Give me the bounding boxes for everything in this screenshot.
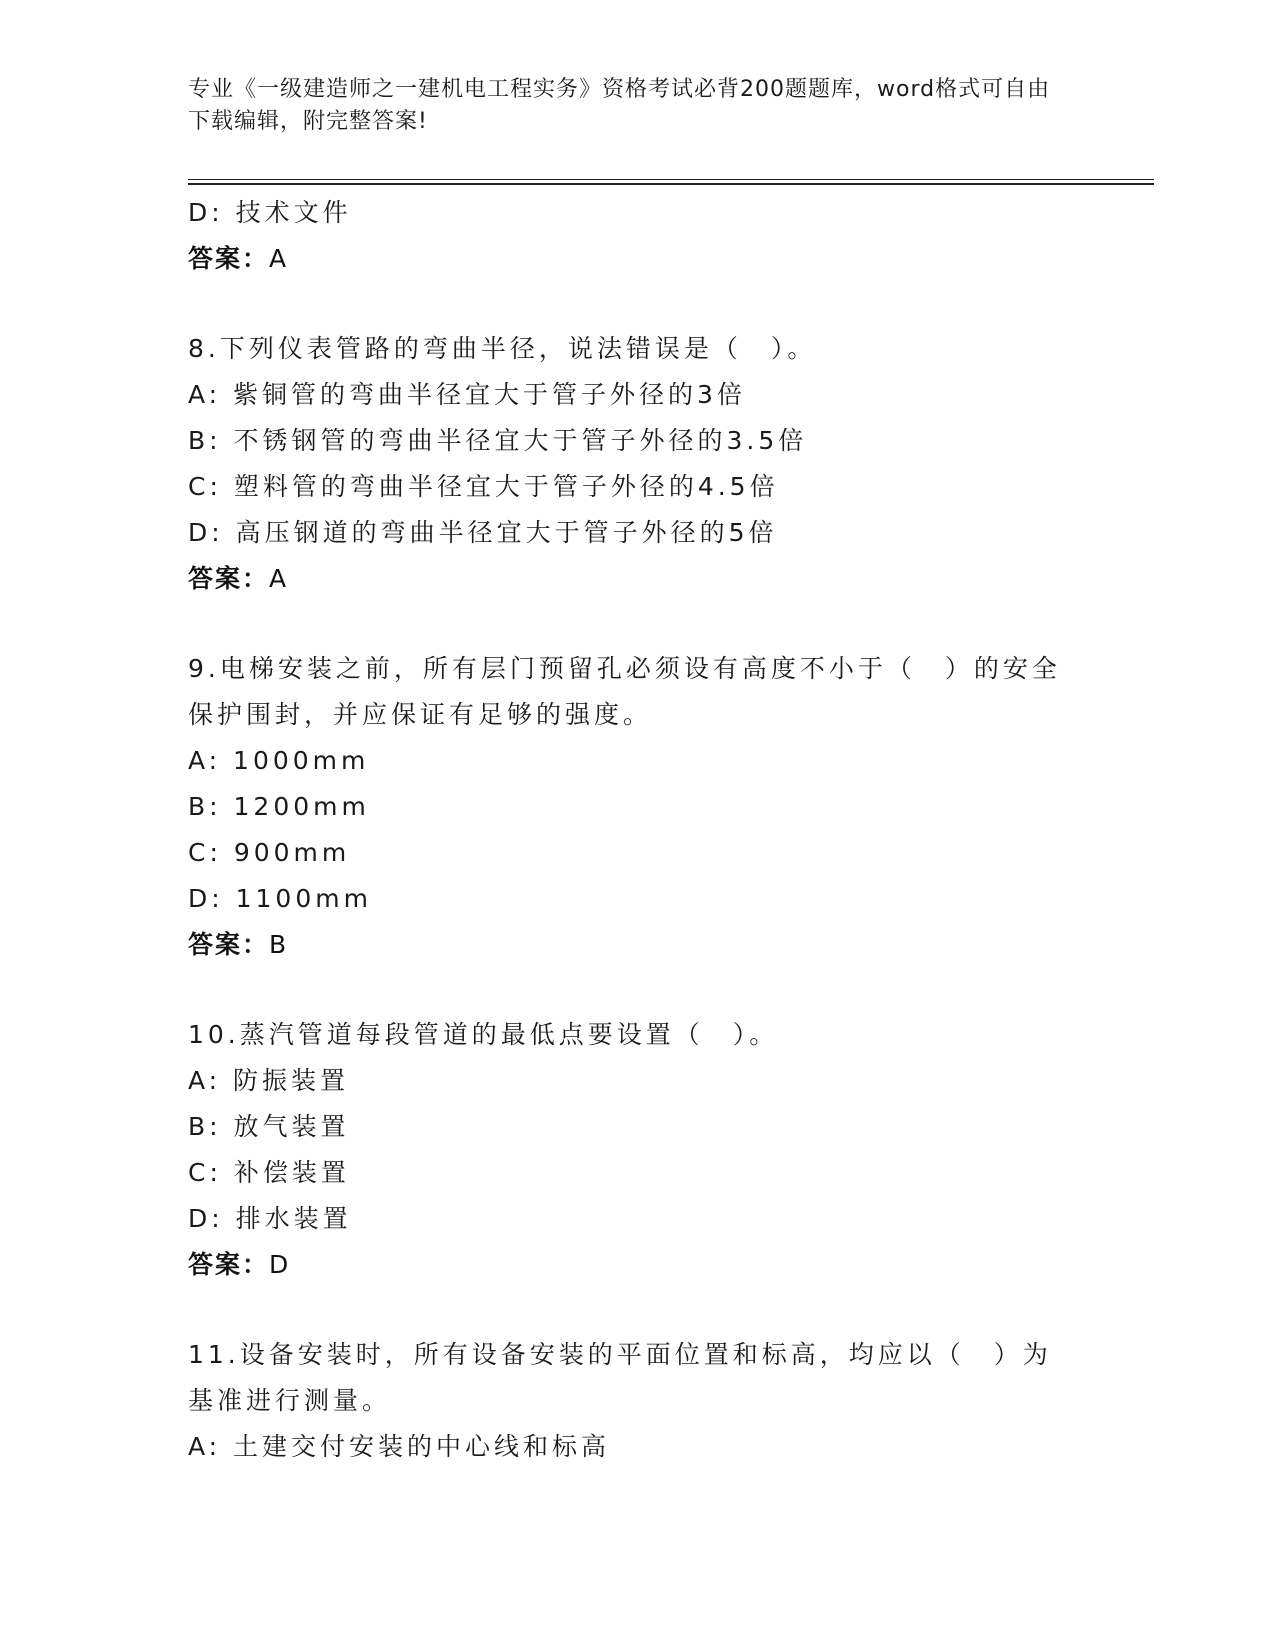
option-d: D: 排水装置 xyxy=(188,1204,352,1233)
answer-line xyxy=(188,236,1088,282)
option-c: C: 塑料管的弯曲半径宜大于管子外径的4.5倍 xyxy=(188,472,779,501)
document-body xyxy=(188,190,1088,1470)
answer-line xyxy=(188,1242,1088,1288)
answer-line xyxy=(188,922,1088,968)
option-d: D: 技术文件 xyxy=(188,198,352,227)
answer-line xyxy=(188,556,1088,602)
question-9 xyxy=(188,646,1088,968)
answer-label: 答案： xyxy=(188,1250,270,1279)
option-b: B: 放气装置 xyxy=(188,1112,350,1141)
answer-value: D xyxy=(269,1250,291,1279)
question-text: 11.设备安装时，所有设备安装的平面位置和标高，均应以（ ）为基准进行测量。 xyxy=(188,1340,1052,1415)
answer-value: A xyxy=(269,564,289,593)
document-header: 专业《一级建造师之一建机电工程实务》资格考试必背200题题库，word格式可自由下载编辑，附完整答案! xyxy=(188,77,1051,134)
option-c: C: 900mm xyxy=(188,838,351,867)
question-10 xyxy=(188,1012,1088,1288)
option-a: A: 土建交付安装的中心线和标高 xyxy=(188,1432,611,1461)
question-8 xyxy=(188,326,1088,602)
option-b: B: 1200mm xyxy=(188,792,370,821)
option-b: B: 不锈钢管的弯曲半径宜大于管子外径的3.5倍 xyxy=(188,426,808,455)
header-divider-bottom xyxy=(188,183,1154,185)
option-c: C: 补偿装置 xyxy=(188,1158,350,1187)
option-a: A: 防振装置 xyxy=(188,1066,350,1095)
question-text: 10.蒸汽管道每段管道的最低点要设置（ ）。 xyxy=(188,1020,779,1049)
option-a: A: 1000mm xyxy=(188,746,370,775)
answer-value: B xyxy=(269,930,289,959)
header-divider-top xyxy=(188,179,1154,180)
option-a: A: 紫铜管的弯曲半径宜大于管子外径的3倍 xyxy=(188,380,746,409)
answer-label: 答案： xyxy=(188,930,270,959)
answer-value: A xyxy=(269,244,289,273)
question-text: 8.下列仪表管路的弯曲半径，说法错误是（ ）。 xyxy=(188,334,817,363)
answer-label: 答案： xyxy=(188,564,270,593)
question-text: 9.电梯安装之前，所有层门预留孔必须设有高度不小于（ ）的安全保护围封，并应保证有足够的强度。 xyxy=(188,654,1061,729)
option-d: D: 1100mm xyxy=(188,884,372,913)
option-d: D: 高压钢道的弯曲半径宜大于管子外径的5倍 xyxy=(188,518,778,547)
question-11 xyxy=(188,1332,1088,1470)
answer-label: 答案： xyxy=(188,244,270,273)
